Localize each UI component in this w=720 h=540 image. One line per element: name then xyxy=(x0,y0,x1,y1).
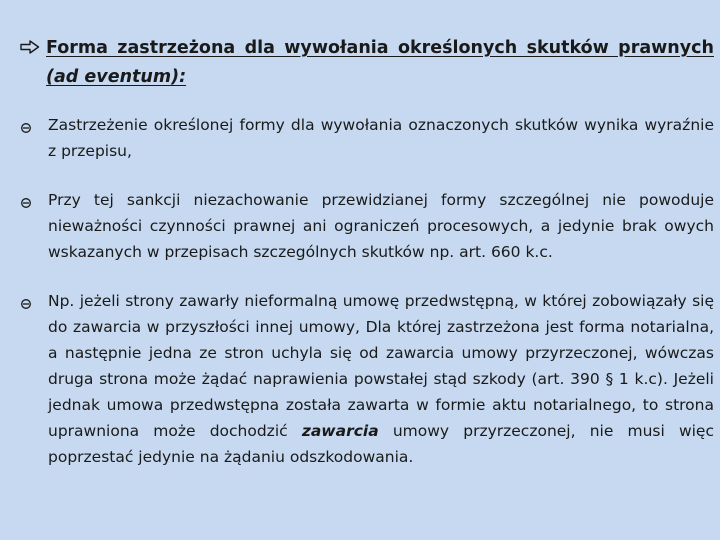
bullet-list xyxy=(20,112,714,493)
list-item xyxy=(20,187,714,265)
slide-heading xyxy=(20,34,714,92)
list-item-text: Zastrzeżenie określonej formy dla wywołania oznaczonych skutków wynika wyraźnie z przepisu, xyxy=(48,116,714,160)
list-item-text-before: Np. jeżeli strony zawarły nieformalną umowę przedwstępną, w której zobowiązały się do zawarcia w przyszłości innej umowy, Dla której zastrzeżona jest forma notarialna, a następnie jedna ze stron uchyla się od zawarcia umowy przyrzeczonej, wówczas druga strona może żądać naprawienia powstałej stąd szkody (art. 390 § 1 k.c). Jeżeli jednak umowa przedwstępna została zawarta w formie aktu notarialnego, to strona uprawniona może dochodzić xyxy=(48,292,714,440)
list-item xyxy=(20,288,714,470)
bullet-icon xyxy=(20,194,48,213)
list-item-text-after: umowy przyrzeczonej, nie musi więc poprzestać jedynie na żądaniu odszkodowania. xyxy=(48,422,714,466)
list-item-emphasis: zawarcia xyxy=(301,422,379,440)
bullet-icon xyxy=(20,295,48,314)
list-item xyxy=(20,112,714,164)
arrow-right-outline-icon xyxy=(20,39,46,58)
list-item-text xyxy=(48,288,714,470)
list-item-text: Przy tej sankcji niezachowanie przewidzianej formy szczególnej nie powoduje nieważności czynności prawnej ani ograniczeń procesowych, a jedynie brak owych wskazanych w przepisach szczególnych skutków np. art. 660 k.c. xyxy=(48,191,714,261)
heading-main: Forma zastrzeżona dla wywołania określonych skutków prawnych xyxy=(46,38,714,58)
heading-italic: (ad eventum): xyxy=(46,67,187,87)
bullet-icon xyxy=(20,119,48,138)
heading-text xyxy=(46,34,714,92)
